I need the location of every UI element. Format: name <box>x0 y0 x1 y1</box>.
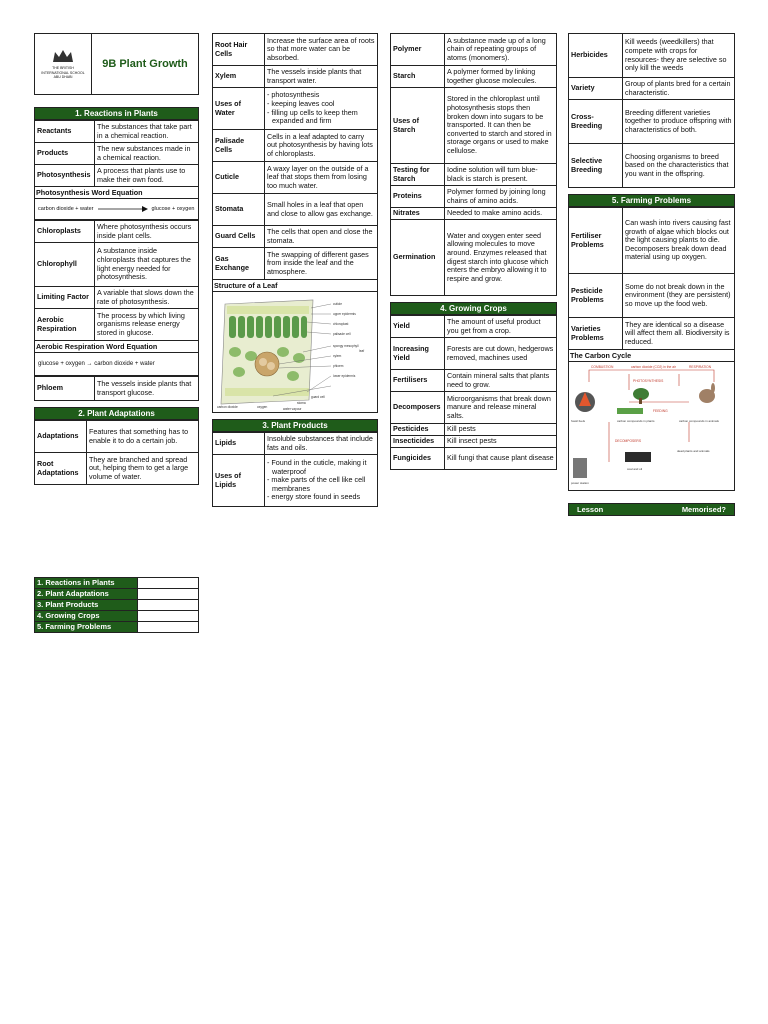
definition: Kill fungi that cause plant disease <box>445 448 557 470</box>
title-box <box>34 33 199 95</box>
column-2 <box>212 33 378 507</box>
term: Root Adaptations <box>35 453 87 485</box>
definition: They are identical so a disease will affect them all. Biodiversity is reduced. <box>623 318 735 350</box>
lesson-tracker <box>34 577 199 633</box>
table-row <box>213 34 378 66</box>
table-row <box>213 194 378 226</box>
term: Germination <box>391 220 445 296</box>
memorised-checkbox[interactable] <box>138 578 199 589</box>
leaf-label: upper epidermis <box>333 312 356 316</box>
table-row <box>35 143 199 165</box>
definition: Insoluble substances that include fats and oils. <box>265 433 378 455</box>
leaf-label: carbon dioxide <box>217 405 238 409</box>
table-row <box>213 162 378 194</box>
term: Palisade Cells <box>213 130 265 162</box>
leaf-structure-title: Structure of a Leaf <box>212 280 378 292</box>
table-row <box>35 221 199 243</box>
term: Chloroplasts <box>35 221 95 243</box>
table-row <box>35 309 199 341</box>
term: Uses of Starch <box>391 88 445 164</box>
tracker-table <box>34 577 199 633</box>
definition: Features that something has to enable it to do a certain job. <box>87 421 199 453</box>
definition: Microorganisms that break down manure and release mineral salts. <box>445 392 557 424</box>
table-row <box>391 392 557 424</box>
term: Lipids <box>213 433 265 455</box>
column-3 <box>390 33 557 470</box>
section-header-growing-crops: 4. Growing Crops <box>390 302 557 315</box>
table-row <box>35 165 199 187</box>
table-row <box>391 220 557 296</box>
definition: Polymer formed by joining long chains of amino acids. <box>445 186 557 208</box>
growing-crops-table <box>390 315 557 470</box>
term: Fungicides <box>391 448 445 470</box>
table-row <box>569 34 735 78</box>
logo-line: ABU DHABI <box>53 75 73 80</box>
farming-problems-table <box>568 207 735 350</box>
respiration-equation <box>34 353 199 376</box>
table-row <box>213 248 378 280</box>
table-row <box>391 34 557 66</box>
table-row <box>35 121 199 143</box>
logo-line: THE BRITISH <box>52 66 74 71</box>
table-row <box>569 144 735 188</box>
list-item: - energy store found in seeds <box>267 492 361 502</box>
list-item: - Found in the cuticle, making it waterproof <box>267 458 367 476</box>
definition: Iodine solution will turn blue-black is starch is present. <box>445 164 557 186</box>
carbon-label: power station <box>571 481 589 485</box>
leaf-label: palisade cell <box>333 332 351 336</box>
definition: The swapping of different gases from inside the leaf and the atmosphere. <box>265 248 378 280</box>
list-item: - make parts of the cell like cell membranes <box>267 475 366 493</box>
definition: Can wash into rivers causing fast growth of algae which blocks out the light causing plants to die. Decomposers break down dead material using up oxygen. <box>623 208 735 274</box>
respiration-equation-title: Aerobic Respiration Word Equation <box>34 341 199 353</box>
table-row <box>35 287 199 309</box>
definition: A process that plants use to make their own food. <box>95 165 199 187</box>
term: Testing for Starch <box>391 164 445 186</box>
leaf-label: water vapour <box>283 407 302 411</box>
definition: The cells that open and close the stomata. <box>265 226 378 248</box>
carbon-label: RESPIRATION <box>689 365 712 369</box>
table-row <box>35 453 199 485</box>
definition: A polymer formed by linking together glucose molecules. <box>445 66 557 88</box>
term: Increasing Yield <box>391 338 445 370</box>
table-row <box>569 208 735 274</box>
list-item: - keeping leaves cool <box>267 98 335 108</box>
definition: Kill insect pests <box>445 436 557 448</box>
definition: Increase the surface area of roots so that more water can be absorbed. <box>265 34 378 66</box>
column-1 <box>34 33 199 485</box>
term: Proteins <box>391 186 445 208</box>
term: Starch <box>391 66 445 88</box>
arrow-icon <box>98 206 148 212</box>
definition: Contain mineral salts that plants need to grow. <box>445 370 557 392</box>
carbon-label: carbon compounds in plants <box>617 419 655 423</box>
table-row <box>391 208 557 220</box>
leaf-cross-section-image <box>213 292 377 412</box>
definition: Kill pests <box>445 424 557 436</box>
definition: A substance inside chloroplasts that captures the light energy needed for photosynthesis. <box>95 243 199 287</box>
table-row <box>391 316 557 338</box>
tracker-label: 5. Farming Problems <box>35 622 138 633</box>
carbon-cycle-title: The Carbon Cycle <box>568 350 735 362</box>
memorised-checkbox[interactable] <box>138 589 199 600</box>
table-row <box>391 448 557 470</box>
definition: The vessels inside plants that transport glucose. <box>95 377 199 401</box>
list-item: - photosynthesis <box>267 90 320 100</box>
table-row <box>213 130 378 162</box>
term: Fertilisers <box>391 370 445 392</box>
tracker-row <box>35 578 199 589</box>
leaf-label: xylem <box>333 354 342 358</box>
carbon-label: COMBUSTION <box>591 365 614 369</box>
definition: Choosing organisms to breed based on the characteristics that you want in the offspring. <box>623 144 735 188</box>
leaf-label: phloem <box>333 364 344 368</box>
table-row <box>213 433 378 455</box>
term: Fertiliser Problems <box>569 208 623 274</box>
carbon-label: DECOMPOSERS <box>615 439 642 443</box>
tracker-label: 1. Reactions in Plants <box>35 578 138 589</box>
definition: They are branched and spread out, helping them to get a large volume of water. <box>87 453 199 485</box>
school-logo <box>35 34 92 94</box>
term: Pesticide Problems <box>569 274 623 318</box>
equation-text: glucose + oxygen → carbon dioxide + water <box>38 361 155 367</box>
definition <box>265 455 378 507</box>
crest-icon <box>51 48 75 64</box>
definition: Needed to make amino acids. <box>445 208 557 220</box>
table-row <box>213 66 378 88</box>
tracker-label: 4. Growing Crops <box>35 611 138 622</box>
definition: The substances that take part in a chemical reaction. <box>95 121 199 143</box>
reactions-table-c <box>34 376 199 401</box>
tracker-label: 2. Plant Adaptations <box>35 589 138 600</box>
term: Chlorophyll <box>35 243 95 287</box>
carbon-cycle-diagram <box>568 362 735 491</box>
tracker-row <box>35 589 199 600</box>
equation-right: glucose + oxygen <box>151 206 195 212</box>
table-row <box>569 274 735 318</box>
carbon-label: FEEDING <box>653 409 668 413</box>
definition <box>265 88 378 130</box>
page-title: 9B Plant Growth <box>102 58 188 70</box>
term: Adaptations <box>35 421 87 453</box>
logo-line: INTERNATIONAL SCHOOL <box>41 70 85 75</box>
definition: Small holes in a leaf that open and close to allow gas exchange. <box>265 194 378 226</box>
list-item: - filling up cells to keep them expanded and firm <box>267 107 358 126</box>
memorised-checkbox[interactable] <box>138 600 199 611</box>
carbon-cycle-image <box>569 362 734 490</box>
memorised-checkbox[interactable] <box>138 622 199 633</box>
carbon-label: PHOTOSYNTHESIS <box>633 379 664 383</box>
definition: The new substances made in a chemical reaction. <box>95 143 199 165</box>
term: Variety <box>569 78 623 100</box>
term: Aerobic Respiration <box>35 309 95 341</box>
table-row <box>391 88 557 164</box>
term: Stomata <box>213 194 265 226</box>
section-header-farming-problems: 5. Farming Problems <box>568 194 735 207</box>
term: Uses of Water <box>213 88 265 130</box>
table-row <box>213 226 378 248</box>
table-row <box>35 377 199 401</box>
leaf-label: spongy mesophyll <box>333 344 359 348</box>
table-row <box>569 78 735 100</box>
term: Limiting Factor <box>35 287 95 309</box>
term: Yield <box>391 316 445 338</box>
term: Selective Breeding <box>569 144 623 188</box>
term: Pesticides <box>391 424 445 436</box>
leaf-label: stoma <box>297 401 306 405</box>
term: Gas Exchange <box>213 248 265 280</box>
table-row <box>391 186 557 208</box>
definition: A substance made up of a long chain of repeating groups of atoms (monomers). <box>445 34 557 66</box>
lesson-label: Lesson <box>577 505 604 514</box>
table-row <box>391 164 557 186</box>
term: Reactants <box>35 121 95 143</box>
term: Decomposers <box>391 392 445 424</box>
term: Nitrates <box>391 208 445 220</box>
leaf-label: guard cell <box>311 395 325 399</box>
memorised-checkbox[interactable] <box>138 611 199 622</box>
table-row <box>391 424 557 436</box>
carbon-label: carbon dioxide (CO2) in the air <box>631 365 676 369</box>
definition: The vessels inside plants that transport water. <box>265 66 378 88</box>
definition: Some do not break down in the environment (they are persistent) so move up the food web. <box>623 274 735 318</box>
memorised-label: Memorised? <box>681 505 726 514</box>
table-row <box>391 370 557 392</box>
table-row <box>35 243 199 287</box>
tracker-label: 3. Plant Products <box>35 600 138 611</box>
term: Polymer <box>391 34 445 66</box>
term: Herbicides <box>569 34 623 78</box>
definition: A variable that slows down the rate of photosynthesis. <box>95 287 199 309</box>
term: Insecticides <box>391 436 445 448</box>
polymers-table <box>390 33 557 296</box>
definition: Cells in a leaf adapted to carry out photosynthesis by having lots of chloroplasts. <box>265 130 378 162</box>
photosynthesis-equation <box>34 199 199 220</box>
leaf-label: oxygen <box>257 405 268 409</box>
term: Products <box>35 143 95 165</box>
carbon-label: dead plants and animals <box>677 449 710 453</box>
table-row <box>391 338 557 370</box>
term: Root Hair Cells <box>213 34 265 66</box>
term: Xylem <box>213 66 265 88</box>
carbon-label: fossil fuels <box>571 419 586 423</box>
breeding-table <box>568 33 735 188</box>
table-row <box>391 66 557 88</box>
section-header-products: 3. Plant Products <box>212 419 378 432</box>
reactions-table-a <box>34 120 199 187</box>
equation-left: carbon dioxide + water <box>38 206 94 212</box>
term: Cuticle <box>213 162 265 194</box>
tracker-row <box>35 611 199 622</box>
carbon-label: carbon compounds in animals <box>679 419 719 423</box>
definition: Group of plants bred for a certain characteristic. <box>623 78 735 100</box>
definition: The amount of useful product you get from a crop. <box>445 316 557 338</box>
lesson-header <box>568 503 735 516</box>
table-row <box>213 455 378 507</box>
carbon-label: coal and oil <box>627 467 643 471</box>
term: Varieties Problems <box>569 318 623 350</box>
definition: A waxy layer on the outside of a leaf that stops them from losing too much water. <box>265 162 378 194</box>
leaf-diagram <box>212 292 378 413</box>
leaf-label: chloroplast <box>333 322 349 326</box>
table-row <box>391 436 557 448</box>
term: Cross-Breeding <box>569 100 623 144</box>
products-table <box>212 432 378 507</box>
term: Photosynthesis <box>35 165 95 187</box>
leaf-label: leaf <box>359 349 365 353</box>
reactions-table-b <box>34 220 199 341</box>
definition: The process by which living organisms release energy stored in glucose. <box>95 309 199 341</box>
section-header-reactions: 1. Reactions in Plants <box>34 107 199 120</box>
tracker-row <box>35 622 199 633</box>
column-4 <box>568 33 735 516</box>
photosynthesis-equation-title: Photosynthesis Word Equation <box>34 187 199 199</box>
table-row <box>569 318 735 350</box>
definition: Breeding different varieties together to produce offspring with characteristics of both. <box>623 100 735 144</box>
definition: Stored in the chloroplast until photosynthesis stops then broken down into sugars to be transported. It can then be converted to starch and stored in storage organs or used to make cellulose. <box>445 88 557 164</box>
table-row <box>569 100 735 144</box>
leaf-label: lower epidermis <box>333 374 356 378</box>
table-row <box>213 88 378 130</box>
term: Phloem <box>35 377 95 401</box>
leaf-label: cuticle <box>333 302 343 306</box>
table-row <box>35 421 199 453</box>
definition: Where photosynthesis occurs inside plant cells. <box>95 221 199 243</box>
definition: Kill weeds (weedkillers) that compete with crops for resources- they are selective so only kill the weeds <box>623 34 735 78</box>
term: Guard Cells <box>213 226 265 248</box>
definition: Water and oxygen enter seed allowing molecules to move around. Enzymes released that digest starch into glucose which enters the embryo allowing it to respire and grow. <box>445 220 557 296</box>
definition: Forests are cut down, hedgerows removed, machines used <box>445 338 557 370</box>
term: Uses of Lipids <box>213 455 265 507</box>
section-header-adaptations: 2. Plant Adaptations <box>34 407 199 420</box>
tracker-row <box>35 600 199 611</box>
adaptations-table <box>34 420 199 485</box>
plant-cells-table <box>212 33 378 280</box>
